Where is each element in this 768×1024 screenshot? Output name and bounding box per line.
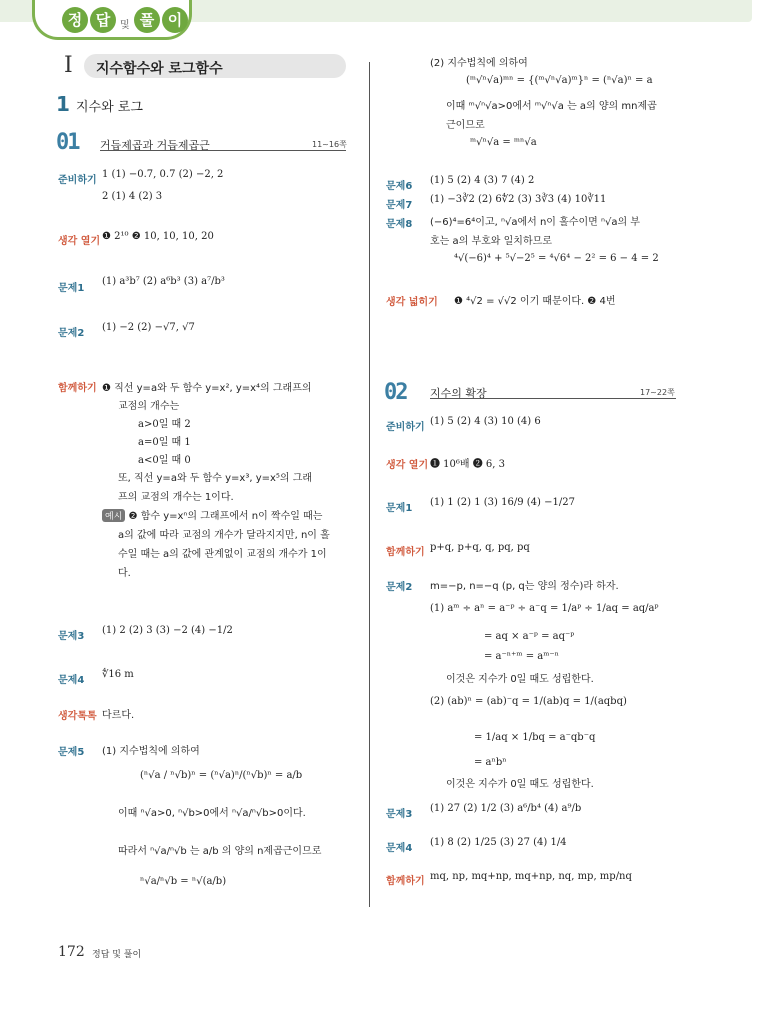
explanation-line: 이것은 지수가 0일 때도 성립한다. bbox=[446, 779, 594, 790]
explanation-line: 따라서 ⁿ√a/ⁿ√b 는 a/b 의 양의 n제곱근이므로 bbox=[118, 846, 322, 857]
label-extend: 생각 넓히기 bbox=[386, 297, 438, 308]
column-divider bbox=[369, 62, 370, 907]
label-problem: 문제3 bbox=[386, 809, 413, 820]
header-title-char: 이 bbox=[162, 7, 188, 33]
formula: (1) aᵐ ÷ aⁿ = a⁻ᵖ ÷ a⁻q = 1/aᵖ ÷ 1/aq = aq/aᵖ bbox=[430, 603, 659, 614]
explanation-line: 근이므로 bbox=[446, 120, 485, 131]
subsection-rule bbox=[430, 398, 676, 399]
label-problem: 문제7 bbox=[386, 200, 413, 211]
formula: (2) (ab)ⁿ = (ab)⁻q = 1/(ab)q = 1/(aqbq) bbox=[430, 696, 627, 707]
label-problem: 문제4 bbox=[58, 675, 85, 686]
label-prep: 준비하기 bbox=[58, 175, 97, 186]
answer-text: (1) 27 (2) 1/2 (3) a⁶/b⁴ (4) a⁹/b bbox=[430, 803, 582, 814]
label-problem: 문제2 bbox=[58, 328, 85, 339]
explanation-line: a=0일 때 1 bbox=[138, 437, 191, 448]
explanation-line: 교점의 개수는 bbox=[118, 401, 180, 412]
label-problem: 문제2 bbox=[386, 582, 413, 593]
answer-text: (1) a³b⁷ (2) a⁶b³ (3) a⁷/b³ bbox=[102, 276, 225, 287]
label-together: 함께하기 bbox=[386, 876, 425, 887]
subsection-number: 01 bbox=[56, 130, 79, 155]
formula: = aq × a⁻ᵖ = aq⁻ᵖ bbox=[484, 631, 575, 642]
label-problem: 문제8 bbox=[386, 219, 413, 230]
explanation-line: 이때 ⁿ√a>0, ⁿ√b>0에서 ⁿ√a/ⁿ√b>0이다. bbox=[118, 808, 306, 819]
answer-text: 2 (1) 4 (2) 3 bbox=[102, 191, 163, 202]
answer-text: (1) −2 (2) −√7, √7 bbox=[102, 322, 195, 333]
explanation-line: ❶ 직선 y=a와 두 함수 y=x², y=x⁴의 그래프의 bbox=[102, 383, 312, 394]
answer-text: (1) 5 (2) 4 (3) 7 (4) 2 bbox=[430, 175, 535, 186]
subsection-title: 거듭제곱과 거듭제곱근 bbox=[100, 139, 210, 152]
label-problem: 문제5 bbox=[58, 747, 85, 758]
label-problem: 문제3 bbox=[58, 631, 85, 642]
label-problem: 문제1 bbox=[386, 503, 413, 514]
formula: ⁿ√a/ⁿ√b = ⁿ√(a/b) bbox=[140, 876, 227, 887]
explanation-line bbox=[102, 507, 322, 522]
section-title: 지수와 로그 bbox=[76, 100, 143, 115]
answer-text: (1) 8 (2) 1/25 (3) 27 (4) 1/4 bbox=[430, 837, 567, 848]
subsection-rule bbox=[100, 150, 346, 151]
subsection-title: 지수의 확장 bbox=[430, 387, 487, 400]
chapter-title: 지수함수와 로그함수 bbox=[96, 61, 223, 77]
explanation-line: 호는 a의 부호와 일치하므로 bbox=[430, 236, 552, 247]
header-title-char: 정 bbox=[62, 7, 88, 33]
explanation-text: ❷ 함수 y=xⁿ의 그래프에서 n이 짝수일 때는 bbox=[128, 511, 323, 522]
label-together: 함께하기 bbox=[386, 547, 425, 558]
formula: (ᵐ√ⁿ√a)ᵐⁿ = {(ᵐ√ⁿ√a)ᵐ}ⁿ = (ⁿ√a)ⁿ = a bbox=[466, 75, 653, 86]
label-think: 생각 열기 bbox=[58, 236, 101, 247]
explanation-line: 또, 직선 y=a와 두 함수 y=x³, y=x⁵의 그래 bbox=[118, 473, 313, 484]
explanation-line: 이것은 지수가 0일 때도 성립한다. bbox=[446, 674, 594, 685]
label-problem: 문제1 bbox=[58, 283, 85, 294]
header-title-char: 풀 bbox=[134, 7, 160, 33]
explanation-line: (2) 지수법칙에 의하여 bbox=[430, 58, 528, 69]
label-prep: 준비하기 bbox=[386, 422, 425, 433]
formula: = aⁿbⁿ bbox=[474, 757, 507, 768]
label-think: 생각 열기 bbox=[386, 460, 429, 471]
answer-text: (1) 1 (2) 1 (3) 16/9 (4) −1/27 bbox=[430, 497, 575, 508]
explanation-line: (1) 지수법칙에 의하여 bbox=[102, 746, 200, 757]
explanation-line: m=−p, n=−q (p, q는 양의 정수)라 하자. bbox=[430, 581, 619, 592]
formula: = a⁻ⁿ⁺ᵐ = aᵐ⁻ⁿ bbox=[484, 651, 559, 662]
answer-text: (1) 5 (2) 4 (3) 10 (4) 6 bbox=[430, 416, 541, 427]
example-badge: 예시 bbox=[102, 509, 125, 522]
chapter-number: I bbox=[64, 53, 73, 78]
footer-label: 정답 및 풀이 bbox=[92, 950, 142, 960]
label-talk: 생각톡톡 bbox=[58, 711, 97, 722]
answer-text: 다르다. bbox=[102, 710, 135, 721]
explanation-line: 이때 ᵐ√ⁿ√a>0에서 ᵐ√ⁿ√a 는 a의 양의 mn제곱 bbox=[446, 101, 657, 112]
subsection-pages: 17~22쪽 bbox=[640, 388, 675, 397]
section-number: 1 bbox=[56, 92, 70, 116]
explanation-line: a<0일 때 0 bbox=[138, 455, 191, 466]
answer-text: ❶ ⁴√2 = √√2 이기 때문이다. ❷ 4번 bbox=[454, 296, 616, 307]
subsection-number: 02 bbox=[384, 380, 407, 405]
explanation-line: 다. bbox=[118, 568, 131, 579]
answer-text: (1) −3∛2 (2) 6∜2 (3) 3∛3 (4) 10∛11 bbox=[430, 194, 607, 205]
explanation-line: 수일 때는 a의 값에 관계없이 교점의 개수가 1이 bbox=[118, 549, 327, 560]
answer-text: ∜16 m bbox=[102, 669, 134, 680]
explanation-line: 프의 교점의 개수는 1이다. bbox=[118, 492, 234, 503]
page-number: 172 bbox=[58, 944, 85, 960]
label-problem: 문제4 bbox=[386, 843, 413, 854]
label-together: 함께하기 bbox=[58, 383, 97, 394]
answer-text: ❶ 10⁶배 ❷ 6, 3 bbox=[430, 459, 506, 470]
formula: (ⁿ√a / ⁿ√b)ⁿ = (ⁿ√a)ⁿ/(ⁿ√b)ⁿ = a/b bbox=[140, 770, 303, 781]
answer-text: mq, np, mq+np, mq+np, nq, mp, mp/nq bbox=[430, 871, 632, 882]
answer-text: ❶ 2¹⁰ ❷ 10, 10, 10, 20 bbox=[102, 231, 214, 242]
header-title-mid: 및 bbox=[120, 20, 130, 31]
header-title-char: 답 bbox=[90, 7, 116, 33]
formula: = 1/aq × 1/bq = a⁻qb⁻q bbox=[474, 732, 596, 743]
answer-text: (1) 2 (2) 3 (3) −2 (4) −1/2 bbox=[102, 625, 233, 636]
subsection-pages: 11~16쪽 bbox=[312, 140, 347, 149]
formula: ᵐ√ⁿ√a = ᵐⁿ√a bbox=[470, 137, 537, 148]
explanation-line: a>0일 때 2 bbox=[138, 419, 191, 430]
label-problem: 문제6 bbox=[386, 181, 413, 192]
answer-text: p+q, p+q, q, pq, pq bbox=[430, 542, 530, 553]
formula: ⁴√(−6)⁴ + ⁵√−2⁵ = ⁴√6⁴ − 2² = 6 − 4 = 2 bbox=[454, 253, 659, 264]
answer-text: 1 (1) −0.7, 0.7 (2) −2, 2 bbox=[102, 169, 224, 180]
explanation-line: a의 값에 따라 교점의 개수가 달라지지만, n이 홀 bbox=[118, 530, 330, 541]
explanation-line: (−6)⁴=6⁴이고, ⁿ√a에서 n이 홀수이면 ⁿ√a의 부 bbox=[430, 217, 640, 228]
